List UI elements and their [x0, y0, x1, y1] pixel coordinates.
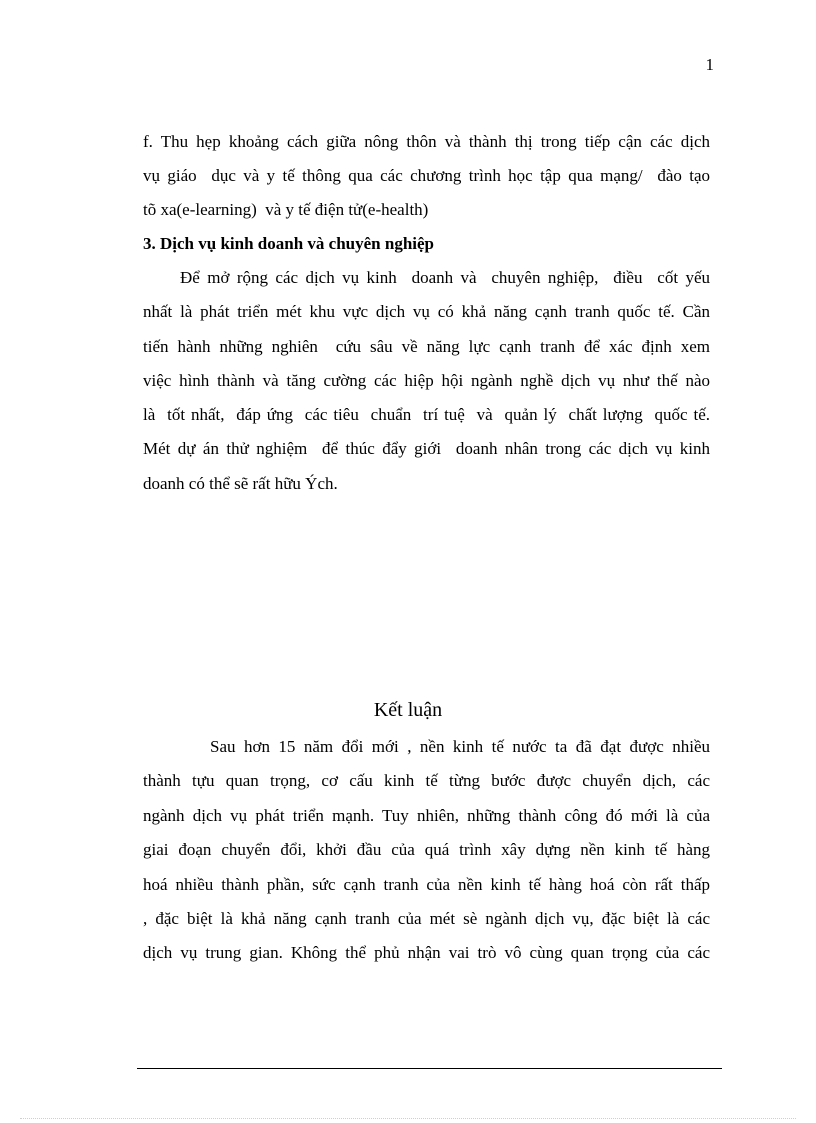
section-3-line: việc hình thành và tăng cường các hiệp hội ngành nghề dịch vụ như thế nào: [143, 371, 710, 390]
conclusion-line: , đặc biệt là khả năng cạnh tranh của mét sè ngành dịch vụ, đặc biệt là các: [143, 909, 710, 928]
section-3-line: là tốt nhất, đáp ứng các tiêu chuẩn trí tuệ và quản lý chất lượng quốc tế.: [143, 405, 710, 424]
conclusion-line: thành tựu quan trọng, cơ cấu kinh tế từng bước được chuyển dịch, các: [143, 771, 710, 790]
conclusion-line: giai đoạn chuyển đổi, khởi đầu của quá trình xây dựng nền kinh tế hàng: [143, 840, 710, 859]
conclusion-line: dịch vụ trung gian. Không thể phủ nhận vai trò vô cùng quan trọng của các: [143, 943, 710, 962]
page-number: 1: [705, 55, 714, 74]
section-3-heading: 3. Dịch vụ kinh doanh và chuyên nghiệp: [143, 234, 434, 253]
item-f-line: f. Thu hẹp khoảng cách giữa nông thôn và thành thị trong tiếp cận các dịch: [143, 132, 710, 151]
conclusion-title: Kết luận: [373, 699, 443, 721]
footer-rule: [137, 1068, 722, 1069]
page-edge-dots: [20, 1118, 796, 1119]
item-f-line: vụ giáo dục và y tế thông qua các chương trình học tập qua mạng/ đào tạo: [143, 166, 710, 185]
section-3-line: tiến hành những nghiên cứu sâu về năng lực cạnh tranh để xác định xem: [143, 337, 710, 356]
section-3-line: Để mở rộng các dịch vụ kinh doanh và chuyên nghiệp, điều cốt yếu: [180, 268, 710, 287]
section-3-line: nhất là phát triển mét khu vực dịch vụ có khả năng cạnh tranh quốc tế. Cần: [143, 302, 710, 321]
conclusion-line: Sau hơn 15 năm đổi mới , nền kinh tế nước ta đã đạt được nhiều: [210, 737, 710, 756]
conclusion-line: hoá nhiều thành phần, sức cạnh tranh của nền kinh tế hàng hoá còn rất thấp: [143, 875, 710, 894]
conclusion-line: ngành dịch vụ phát triển mạnh. Tuy nhiên, những thành công đó mới là của: [143, 806, 710, 825]
section-3-line: Mét dự án thử nghiệm để thúc đẩy giới doanh nhân trong các dịch vụ kinh: [143, 439, 710, 458]
item-f-line: tõ xa(e-learning) và y tế điện tử(e-health): [143, 200, 429, 219]
section-3-line: doanh có thể sẽ rất hữu Ých.: [143, 474, 338, 493]
